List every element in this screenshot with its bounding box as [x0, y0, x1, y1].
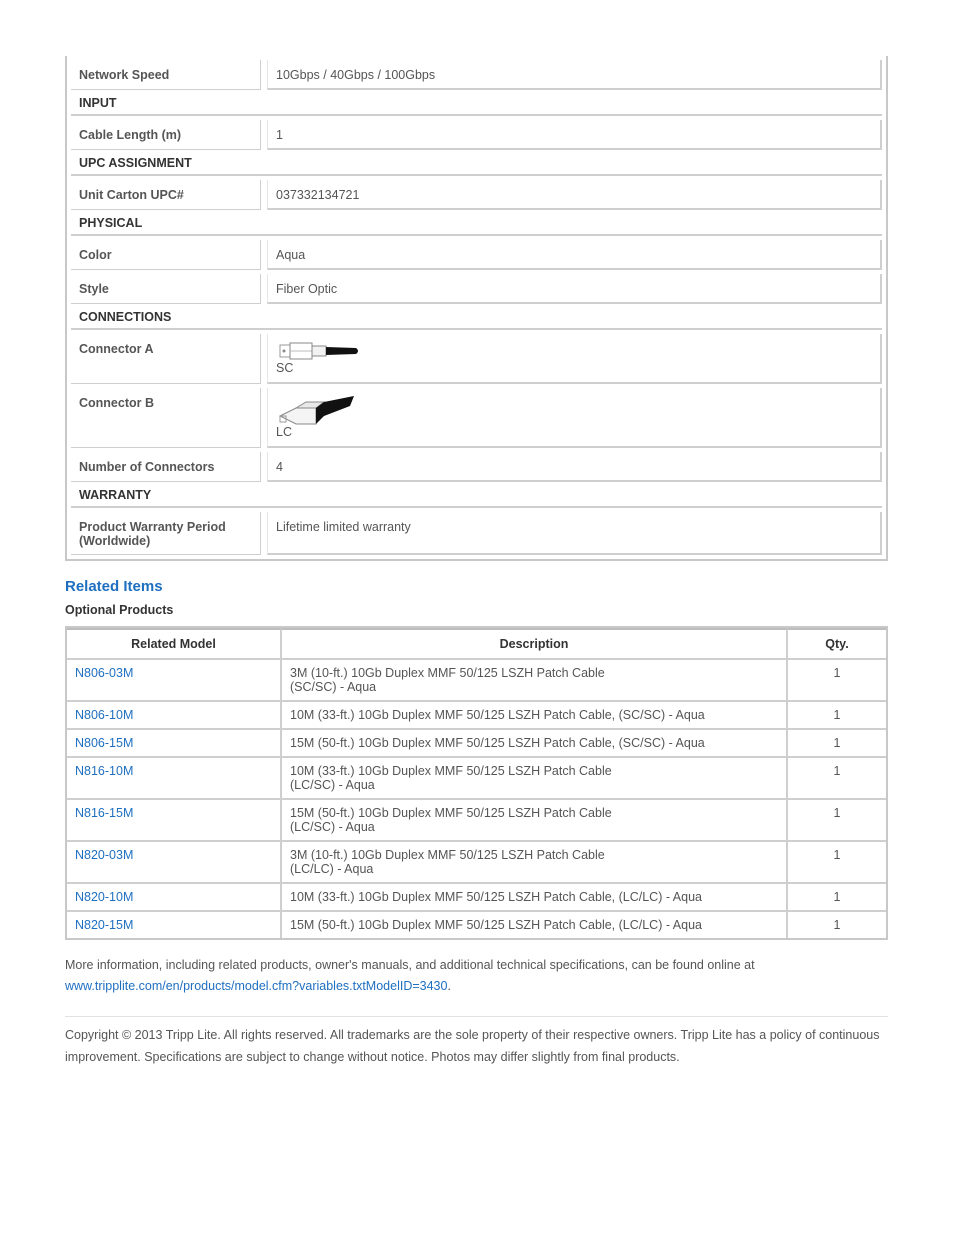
model-link[interactable]: N816-15M [67, 800, 282, 842]
description-line: 15M (50-ft.) 10Gb Duplex MMF 50/125 LSZH Patch Cable, (LC/LC) - Aqua [290, 918, 702, 932]
spec-value: 4 [267, 452, 882, 482]
spec-label: Product Warranty Period (Worldwide) [71, 512, 261, 555]
description-cell [282, 730, 788, 758]
more-info-paragraph [65, 955, 888, 997]
more-info-text: More information, including related products, owner's manuals, and additional technical specifications, can be found online at [65, 958, 755, 972]
spec-row-upc [71, 180, 882, 210]
spec-label: Style [71, 274, 261, 304]
table-row [67, 758, 886, 800]
spec-row-color [71, 240, 882, 270]
description-line: 3M (10-ft.) 10Gb Duplex MMF 50/125 LSZH Patch Cable [290, 848, 605, 862]
description-line: (SC/SC) - Aqua [290, 680, 377, 694]
qty-cell: 1 [788, 730, 886, 758]
spec-value: Aqua [267, 240, 882, 270]
connector-b-caption: LC [276, 425, 292, 439]
qty-cell: 1 [788, 660, 886, 702]
description-cell [282, 912, 788, 938]
spec-row-warranty [71, 512, 882, 555]
spec-value-connector-b [267, 388, 882, 448]
description-line: 10M (33-ft.) 10Gb Duplex MMF 50/125 LSZH Patch Cable [290, 764, 612, 778]
description-line: (LC/LC) - Aqua [290, 862, 374, 876]
model-link[interactable]: N806-03M [67, 660, 282, 702]
description-cell [282, 758, 788, 800]
description-line: (LC/SC) - Aqua [290, 820, 375, 834]
description-cell [282, 702, 788, 730]
spec-row-cable-length [71, 120, 882, 150]
description-line: 3M (10-ft.) 10Gb Duplex MMF 50/125 LSZH Patch Cable [290, 666, 605, 680]
section-heading-upc: UPC ASSIGNMENT [71, 150, 882, 176]
spec-value: 1 [267, 120, 882, 150]
product-page-link[interactable]: www.tripplite.com/en/products/model.cfm?variables.txtModelID=3430 [65, 979, 448, 993]
spec-table [65, 56, 888, 561]
spec-value: Fiber Optic [267, 274, 882, 304]
spec-row-connector-b [71, 388, 882, 448]
description-cell [282, 660, 788, 702]
description-line: 15M (50-ft.) 10Gb Duplex MMF 50/125 LSZH Patch Cable, (SC/SC) - Aqua [290, 736, 705, 750]
description-line: (LC/SC) - Aqua [290, 778, 375, 792]
lc-connector-icon [276, 394, 366, 428]
qty-cell: 1 [788, 884, 886, 912]
qty-cell: 1 [788, 702, 886, 730]
table-row [67, 912, 886, 938]
description-cell [282, 842, 788, 884]
model-link[interactable]: N820-15M [67, 912, 282, 938]
spec-row-style [71, 274, 882, 304]
spec-row-num-connectors [71, 452, 882, 482]
model-link[interactable]: N820-10M [67, 884, 282, 912]
related-products-table [65, 626, 888, 940]
qty-cell: 1 [788, 800, 886, 842]
more-info-period: . [447, 979, 451, 993]
qty-cell: 1 [833, 918, 841, 932]
spec-label: Network Speed [71, 60, 261, 90]
description-line: 10M (33-ft.) 10Gb Duplex MMF 50/125 LSZH Patch Cable, (SC/SC) - Aqua [290, 708, 705, 722]
section-heading-physical: PHYSICAL [71, 210, 882, 236]
column-header-model: Related Model [67, 628, 282, 660]
spec-value: 10Gbps / 40Gbps / 100Gbps [267, 60, 882, 90]
spec-value-connector-a [267, 334, 882, 384]
description-cell [282, 884, 788, 912]
connector-a-caption: SC [276, 361, 294, 375]
model-link[interactable]: N820-03M [67, 842, 282, 884]
section-heading-connections: CONNECTIONS [71, 304, 882, 330]
section-heading-input: INPUT [71, 90, 882, 116]
footer-divider [65, 1016, 888, 1017]
description-line: 15M (50-ft.) 10Gb Duplex MMF 50/125 LSZH Patch Cable [290, 806, 612, 820]
description-line: 10M (33-ft.) 10Gb Duplex MMF 50/125 LSZH Patch Cable, (LC/LC) - Aqua [290, 890, 702, 904]
table-row [67, 842, 886, 884]
table-row [67, 800, 886, 842]
column-header-description: Description [282, 628, 788, 660]
table-header-row [67, 628, 886, 660]
optional-products-heading: Optional Products [65, 603, 174, 617]
model-link[interactable]: N806-10M [67, 702, 282, 730]
table-row [67, 884, 886, 912]
spec-label: Color [71, 240, 261, 270]
table-row [67, 660, 886, 702]
model-link[interactable]: N816-10M [67, 758, 282, 800]
table-row [67, 730, 886, 758]
spec-value: 037332134721 [267, 180, 882, 210]
spec-label: Number of Connectors [71, 452, 261, 482]
spec-label: Cable Length (m) [71, 120, 261, 150]
qty-cell: 1 [788, 842, 886, 884]
column-header-qty: Qty. [788, 628, 886, 660]
spec-label: Unit Carton UPC# [71, 180, 261, 210]
table-row [67, 702, 886, 730]
spec-value: Lifetime limited warranty [267, 512, 882, 555]
spec-row-network-speed [71, 60, 882, 90]
qty-cell: 1 [788, 758, 886, 800]
spec-row-connector-a [71, 334, 882, 384]
section-heading-warranty: WARRANTY [71, 482, 882, 508]
spec-label: Connector A [71, 334, 261, 384]
related-items-heading: Related Items [65, 578, 163, 595]
spec-label: Connector B [71, 388, 261, 448]
model-link[interactable]: N806-15M [67, 730, 282, 758]
copyright-text: Copyright © 2013 Tripp Lite. All rights reserved. All trademarks are the sole property of their respective owners. Tripp Lite has a policy of continuous improvement. Specifications are subject to change without notice. Photos may differ slightly from final products. [65, 1028, 880, 1064]
description-cell [282, 800, 788, 842]
